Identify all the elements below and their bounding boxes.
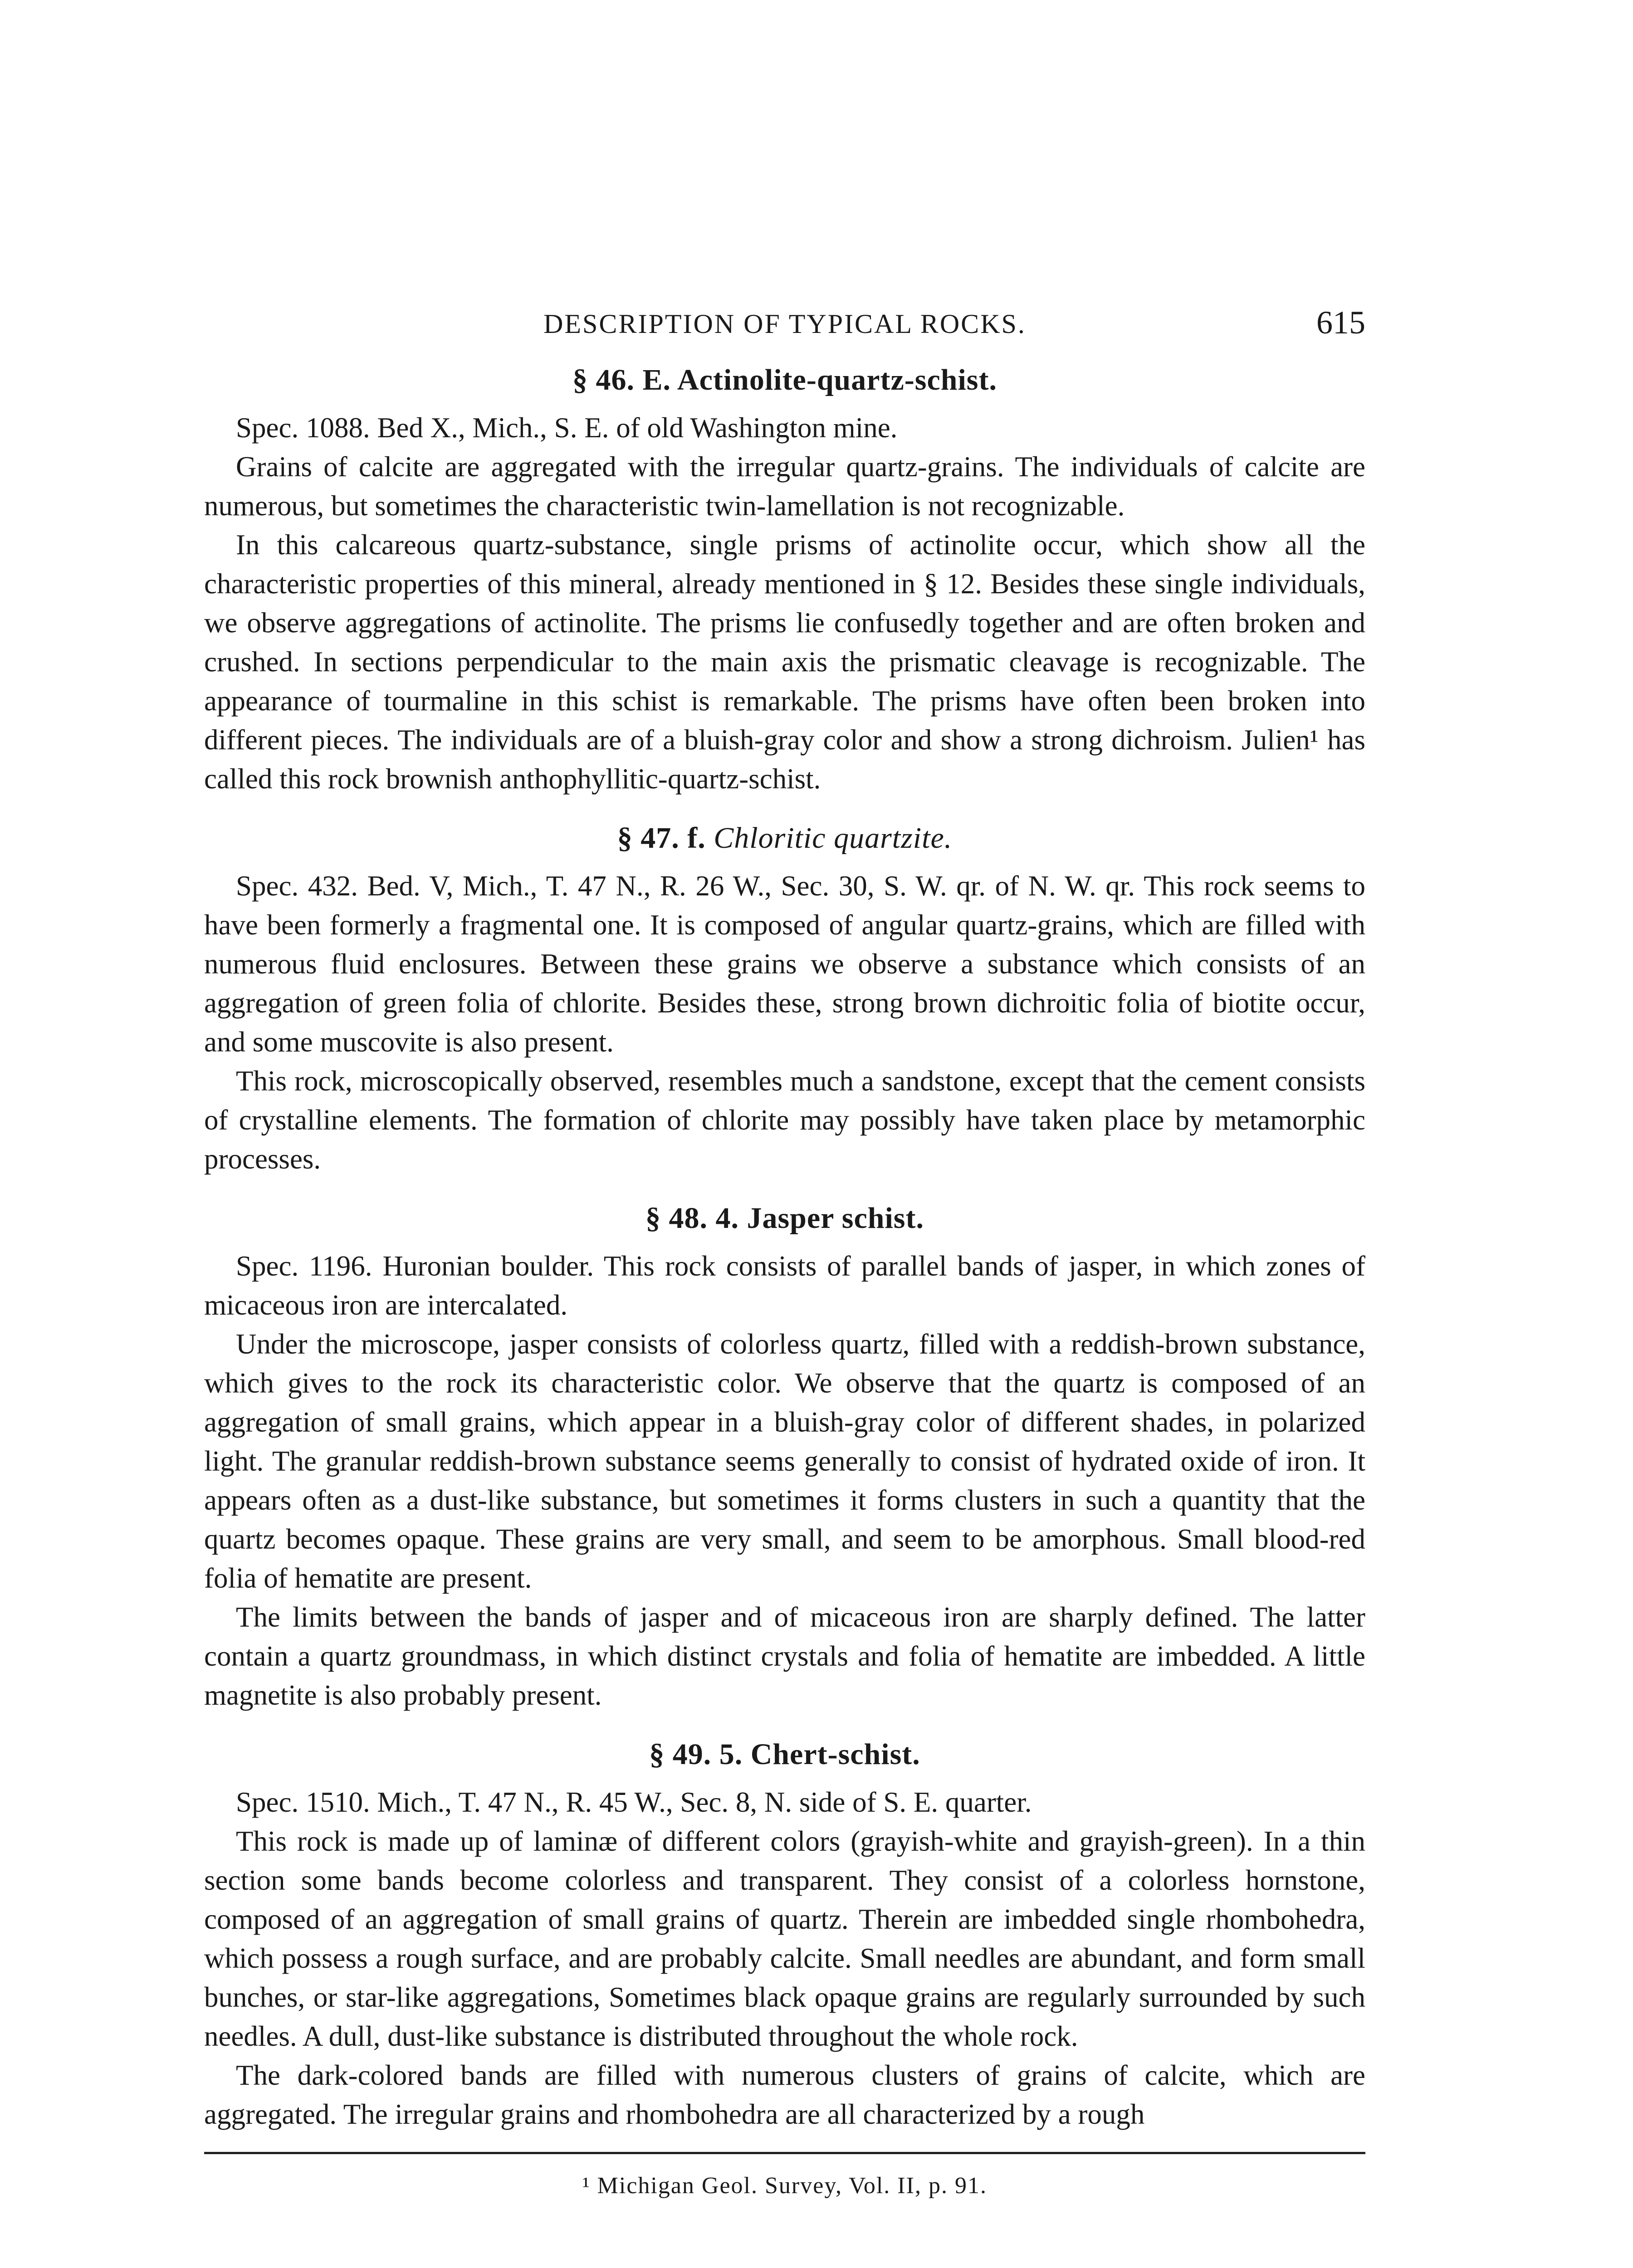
section-heading: § 48. 4. Jasper schist. (645, 1202, 924, 1235)
section-heading: § 49. 5. Chert-schist. (649, 1738, 920, 1771)
page-number: 615 (1316, 304, 1365, 341)
specimen-line: Spec. 1510. Mich., T. 47 N., R. 45 W., Sec. 8, N. side of S. E. quarter. (236, 1786, 1032, 1818)
specimen-line: Spec. 1196. Huronian boulder. This rock consists of parallel bands of jasper, in which zones of micaceous iron are intercalated. (204, 1250, 1365, 1321)
section-47 (204, 821, 1365, 1178)
section-46 (204, 363, 1365, 798)
paragraph: In this calcareous quartz-substance, single prisms of actinolite occur, which show all the characteristic properties of this mineral, already mentioned in § 12. Besides these single individuals, we observe aggregations of actinolite. The prisms lie confusedly together and are often broken and crushed. In sections perpendicular to the main axis the prismatic cleavage is recognizable. The appearance of tourmaline in this schist is remarkable. The prisms have often been broken into different pieces. The individuals are of a bluish-gray color and show a strong dichroism. Julien¹ has called this rock brownish anthophyllitic-quartz-schist. (204, 529, 1365, 795)
section-heading: § 46. E. Actinolite-quartz-schist. (572, 363, 997, 396)
footnote-divider (204, 2152, 1365, 2154)
specimen-line: Spec. 432. Bed. V, Mich., T. 47 N., R. 26 W., Sec. 30, S. W. qr. of N. W. qr. This rock seems to have been formerly a fragmental one. It is composed of angular quartz-grains, which are filled with numerous fluid enclosures. Between these grains we observe a substance which consists of an aggregation of green folia of chlorite. Besides these, strong brown dichroitic folia of biotite occur, and some muscovite is also present. (204, 870, 1365, 1058)
paragraph: Grains of calcite are aggregated with the irregular quartz-grains. The individuals of calcite are numerous, but sometimes the characteristic twin-lamellation is not recognizable. (204, 451, 1365, 522)
paragraph: This rock is made up of laminæ of different colors (grayish-white and grayish-green). In a thin section some bands become colorless and transparent. They consist of a colorless hornstone, composed of an aggregation of small grains of quartz. Therein are imbedded single rhombohedra, which possess a rough surface, and are probably calcite. Small needles are abundant, and form small bunches, or star-like aggregations, Sometimes black opaque grains are regularly surrounded by such needles. A dull, dust-like substance is distributed throughout the whole rock. (204, 1825, 1365, 2052)
section-49 (204, 1737, 1365, 2134)
section-48 (204, 1201, 1365, 1715)
specimen-line: Spec. 1088. Bed X., Mich., S. E. of old Washington mine. (236, 412, 898, 444)
section-heading (204, 821, 1365, 855)
footnote: ¹ Michigan Geol. Survey, Vol. II, p. 91. (582, 2173, 987, 2199)
page-header (204, 290, 1365, 340)
paragraph: The dark-colored bands are filled with numerous clusters of grains of calcite, which are aggregated. The irregular grains and rhombohedra are all characterized by a rough (204, 2059, 1365, 2130)
running-title: DESCRIPTION OF TYPICAL ROCKS. (543, 309, 1026, 339)
section-heading-number: § 47. f. (617, 821, 714, 855)
paragraph: Under the microscope, jasper consists of colorless quartz, filled with a reddish-brown substance, which gives to the rock its characteristic color. We observe that the quartz is composed of an aggregation of small grains, which appear in a bluish-gray color of different shades, in polarized light. The granular reddish-brown substance seems generally to consist of hydrated oxide of iron. It appears often as a dust-like substance, but sometimes it forms clusters in such a quantity that the quartz becomes opaque. These grains are very small, and seem to be amorphous. Small blood-red folia of hematite are present. (204, 1328, 1365, 1594)
page (204, 290, 1365, 2199)
paragraph: This rock, microscopically observed, resembles much a sandstone, except that the cement consists of crystalline elements. The formation of chlorite may possibly have taken place by metamorphic processes. (204, 1065, 1365, 1175)
section-heading-title: Chloritic quartzite. (714, 821, 953, 855)
paragraph: The limits between the bands of jasper and of micaceous iron are sharply defined. The latter contain a quartz groundmass, in which distinct crystals and folia of hematite are imbedded. A little magnetite is also probably present. (204, 1601, 1365, 1711)
